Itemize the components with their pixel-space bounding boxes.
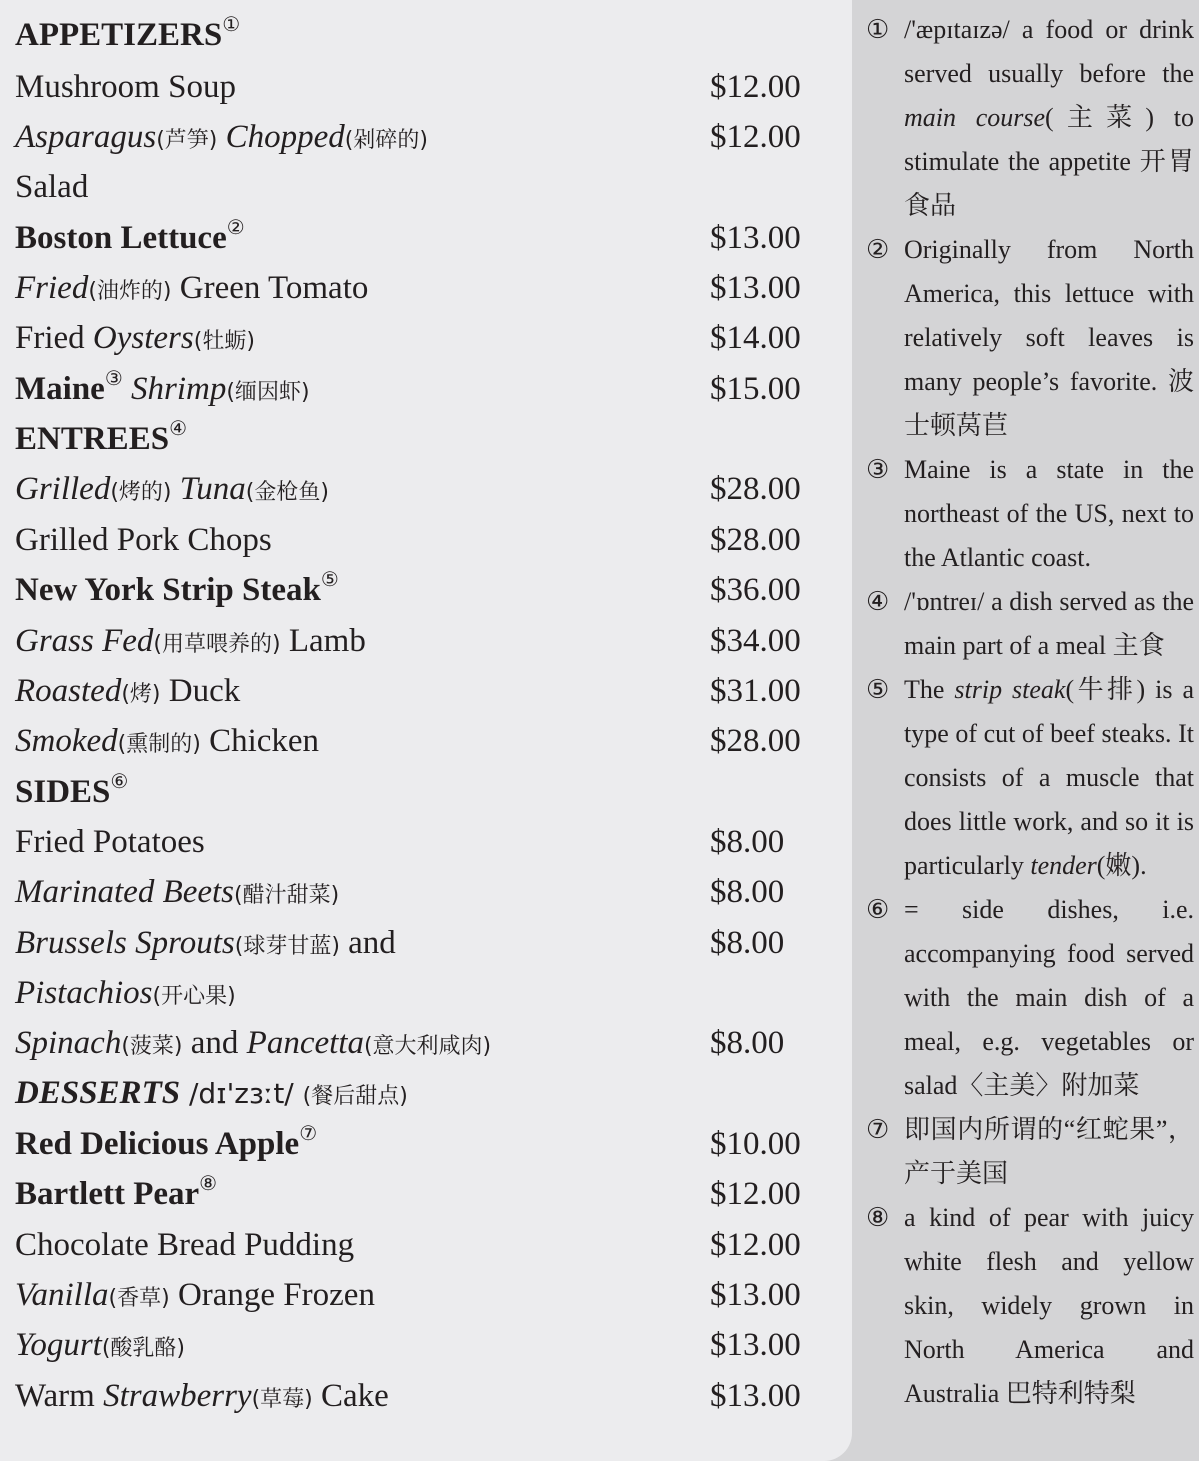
menu-item: Bartlett Pear⑧ $12.00	[15, 1169, 835, 1219]
price: $34.00	[710, 623, 801, 659]
footnote-marker: ⑧	[199, 1173, 218, 1195]
section-title-entrees: ENTREES④	[15, 418, 187, 457]
footnote-1: ① /'æpɪtaɪzə/ a food or drink served usually before the main course(主菜) to stimulate the appetite 开胃食品	[866, 8, 1194, 228]
menu-item: Maine③ Shrimp(缅因虾) $15.00	[15, 364, 835, 414]
menu-item: Brussels Sprouts(球芽甘蓝) and $8.00	[15, 918, 835, 968]
menu-item: Chocolate Bread Pudding $12.00	[15, 1220, 835, 1270]
price: $28.00	[710, 471, 801, 507]
menu-item: Fried Potatoes $8.00	[15, 817, 835, 867]
price: $13.00	[710, 220, 801, 256]
footnote-marker: ⑤	[320, 569, 339, 591]
footnote-number: ⑥	[866, 895, 890, 925]
price: $14.00	[710, 320, 801, 356]
price: $36.00	[710, 572, 801, 608]
footnote-number: ②	[866, 235, 890, 265]
price: $15.00	[710, 371, 801, 407]
footnote-number: ④	[866, 587, 890, 617]
menu-item: Smoked(熏制的) Chicken $28.00	[15, 716, 835, 766]
price: $13.00	[710, 270, 801, 306]
menu-item: New York Strip Steak⑤ $36.00	[15, 565, 835, 615]
footnote-marker: ⑥	[110, 771, 129, 793]
section-title-appetizers: APPETIZERS①	[15, 14, 241, 53]
menu-item-continued: Pistachios(开心果)	[15, 975, 236, 1011]
price: $12.00	[710, 69, 801, 105]
price: $12.00	[710, 1176, 801, 1212]
price: $28.00	[710, 522, 801, 558]
menu-item: Yogurt(酸乳酪) $13.00	[15, 1320, 835, 1370]
price: $8.00	[710, 824, 785, 860]
price: $12.00	[710, 119, 801, 155]
menu-item: Warm Strawberry(草莓) Cake $13.00	[15, 1371, 835, 1421]
footnote-6: ⑥ = side dishes, i.e. accompanying food served with the main dish of a meal, e.g. vegetables or salad〈主美〉附加菜	[866, 888, 1194, 1108]
menu-item: Marinated Beets(醋汁甜菜) $8.00	[15, 867, 835, 917]
menu-item: Red Delicious Apple⑦ $10.00	[15, 1119, 835, 1169]
menu-item: Spinach(菠菜) and Pancetta(意大利咸肉) $8.00	[15, 1018, 835, 1068]
section-title-sides: SIDES⑥	[15, 771, 129, 810]
footnote-marker: ④	[169, 418, 187, 440]
price: $10.00	[710, 1126, 801, 1162]
menu-item: Mushroom Soup $12.00	[15, 62, 835, 112]
price: $13.00	[710, 1327, 801, 1363]
menu-item: Boston Lettuce② $13.00	[15, 213, 835, 263]
menu-item: Grilled Pork Chops $28.00	[15, 515, 835, 565]
price: $8.00	[710, 874, 785, 910]
menu-item: Fried Oysters(牡蛎) $14.00	[15, 313, 835, 363]
footnote-7: ⑦ 即国内所谓的“红蛇果”，产于美国	[866, 1108, 1194, 1196]
price: $12.00	[710, 1227, 801, 1263]
footnote-4: ④ /'ɒntreɪ/ a dish served as the main part of a meal 主食	[866, 580, 1194, 668]
menu-item-continued: Salad	[15, 169, 89, 205]
menu-item: Vanilla(香草) Orange Frozen $13.00	[15, 1270, 835, 1320]
footnotes-panel	[866, 8, 1194, 1416]
menu-item: Grass Fed(用草喂养的) Lamb $34.00	[15, 616, 835, 666]
footnote-marker: ⑦	[299, 1123, 318, 1145]
price: $13.00	[710, 1378, 801, 1414]
footnote-marker: ②	[226, 217, 245, 239]
footnote-number: ③	[866, 455, 890, 485]
price: $13.00	[710, 1277, 801, 1313]
footnote-2: ② Originally from North America, this lettuce with relatively soft leaves is many people’s favorite. 波士顿莴苣	[866, 228, 1194, 448]
footnote-marker: ③	[104, 368, 123, 390]
footnote-number: ⑧	[866, 1203, 890, 1233]
footnote-number: ⑦	[866, 1115, 890, 1145]
price: $8.00	[710, 925, 785, 961]
menu-item: Fried(油炸的) Green Tomato $13.00	[15, 263, 835, 313]
menu-item: Asparagus(芦笋) Chopped(剁碎的) $12.00	[15, 112, 835, 162]
footnote-marker: ①	[222, 14, 241, 36]
menu-item: Grilled(烤的) Tuna(金枪鱼) $28.00	[15, 464, 835, 514]
section-title-desserts: DESSERTS /dɪ'zɜːt/ (餐后甜点)	[15, 1075, 408, 1111]
price: $31.00	[710, 673, 801, 709]
price: $8.00	[710, 1025, 785, 1061]
footnote-number: ⑤	[866, 675, 890, 705]
footnote-3: ③ Maine is a state in the northeast of the US, next to the Atlantic coast.	[866, 448, 1194, 580]
menu-item: Roasted(烤) Duck $31.00	[15, 666, 835, 716]
price: $28.00	[710, 723, 801, 759]
footnote-number: ①	[866, 15, 890, 45]
footnote-8: ⑧ a kind of pear with juicy white flesh and yellow skin, widely grown in North America and Australia 巴特利特梨	[866, 1196, 1194, 1416]
footnote-5: ⑤ The strip steak(牛排) is a type of cut of beef steaks. It consists of a muscle that does little work, and so it is particularly tender(嫩).	[866, 668, 1194, 888]
